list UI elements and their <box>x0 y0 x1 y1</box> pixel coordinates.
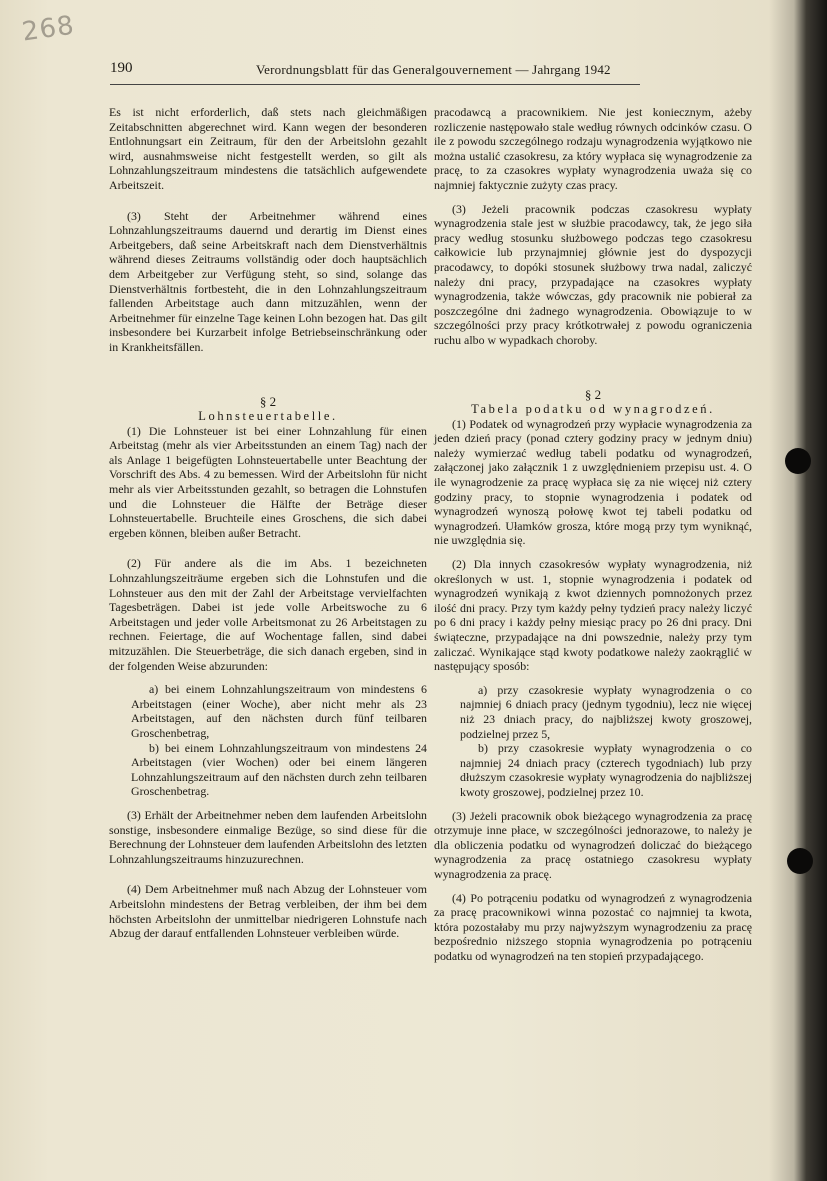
list-item-b <box>109 741 427 799</box>
page-number: 190 <box>110 60 133 76</box>
list-text-b: przy czasokresie wypłaty wynagrodzenia o co najmniej 24 dniach pracy (czterech tygodniach) lub przy dłuższym czasokresie wypłaty wynagrodzenia do najbliższej kwoty groszowej, podzielnej przez 10. <box>460 741 752 799</box>
list-label-a: a) <box>149 682 159 697</box>
section2-paragraph-3: (3) Jeżeli pracownik obok bieżącego wynagrodzenia za pracę otrzymuje inne płace, w szczególności jednorazowe, to należy je dla obliczenia podatku od wynagrodzeń doliczać do bieżącego wynagrodzenia za pracę ostatniego czasokresu wypłaty wynagrodzenia za pracę. <box>434 808 752 881</box>
section2-paragraph-1: (1) Podatek od wynagrodzeń przy wypłacie wynagrodzenia za jeden dzień pracy (ponad cztery godziny pracy w jednym dniu) należy wymierzać według tabeli podatku od wynagrodzeń, załączonej jako załącznik 1 z uwzględnieniem przepisu ust. 4. O ile wynagrodzenie za pracę wypłaca się za nie więcej niż cztery godziny pracy, to stopnie wynagrodzenia i podatek od wynagrodzeń wynoszą połowę kwot tej tabeli podatku od wynagrodzeń. Ułamków grosza, które mogą przy tym wyniknąć, nie uwzględnia się. <box>434 416 752 548</box>
section-mark: § 2 <box>259 393 277 409</box>
german-column <box>109 105 427 941</box>
section2-paragraph-2: (2) Für andere als die im Abs. 1 bezeichneten Lohnzahlungszeiträume ergeben sich die Lohnstufen und die Lohnsteuer aus den mit der Zahl der Arbeitstage vervielfachten Tagesbeträgen. Dabei ist jede volle Arbeitswoche zu 6 Arbeitstagen und jeder volle Arbeitsmonat zu 26 Arbeitstagen zu rechnen. Feiertage, die auf Wochentage fallen, sind dabei mitzuzählen. Die Steuerbeträge, die sich danach ergeben, sind in der folgenden Weise abzurunden: <box>109 556 427 673</box>
list-label-b: b) <box>149 740 159 755</box>
section2-paragraph-3: (3) Erhält der Arbeitnehmer neben dem laufenden Arbeitslohn sonstige, insbesondere einmalige Bezüge, so sind diese für die Berechnung der Lohnsteuer dem laufenden Arbeitslohn des letzten Lohnzahlungszeitraums hinzuzurechnen. <box>109 807 427 866</box>
list-item-a <box>109 682 427 740</box>
section-title: Tabela podatku od wynagrodzeń. <box>471 402 715 417</box>
running-title: Verordnungsblatt für das Generalgouvernement — Jahrgang 1942 <box>256 62 611 77</box>
punch-hole-upper <box>785 448 811 474</box>
pencil-archive-number: 268 <box>20 10 77 48</box>
paragraph-3: (3) Steht der Arbeitnehmer während eines Lohnzahlungszeitraums dauernd und derartig im Dienst eines Arbeitgebers, daß seine Arbeitskraft nach dem Dienstverhältnis während dieses Zeitraums vollständig oder doch hauptsächlich dem Arbeitgeber zur Verfügung steht, so sind, solange das Dienstverhältnis fortbesteht, die in den Lohnzahlungszeitraum fallenden Arbeitstage auch dann mitzuzählen, wenn der Arbeitnehmer für einzelne Tage keinen Lohn bezogen hat. Das gilt insbesondere bei Kurzarbeit infolge Betriebseinschränkung oder in Krankheitsfällen. <box>109 208 427 354</box>
list-label-b: b) <box>478 741 488 756</box>
paragraph-continuation: Es ist nicht erforderlich, daß stets nach gleichmäßigen Zeitabschnitten abgerechnet wird. Kann wegen der besonderen Entlohnungsart ein Zeitraum, für den der Arbeitslohn gezahlt wird, ausnahmsweise nicht festgestellt werden, so gilt als Lohnzahlungszeitraum mindestens die tatsächlich aufgewendete Arbeitszeit. <box>109 105 427 192</box>
paragraph-continuation: pracodawcą a pracownikiem. Nie jest koniecznym, ażeby rozliczenie następowało stale według równych odcinków czasu. O ile z powodu szczególnego rodzaju wynagrodzenia wyjątkowo nie można ustalić czasokresu, za który wypłaca się wynagrodzenie za pracę, to za czasokres wypłaty wynagrodzenia uważa się co najmniej faktycznie zużyty czas pracy. <box>434 105 752 192</box>
list-text-b: bei einem Lohnzahlungszeitraum von mindestens 24 Arbeitstagen (vier Wochen) oder bei einem längeren Lohnzahlungszeitraum auf den nächsten durch zehn teilbaren Groschenbetrag. <box>131 740 427 799</box>
section-mark: § 2 <box>584 386 602 402</box>
section2-paragraph-4: (4) Po potrąceniu podatku od wynagrodzeń z wynagrodzenia za pracę pracownikowi winna pozostać co najmniej ta kwota, która pozostałaby mu przy najwyższym wynagrodzeniu za pracę bezpośrednio niższego stopnia wynagrodzenia po potrąceniu podatku od wynagrodzeń na ten stopień przypadającego. <box>434 890 752 963</box>
header-rule <box>110 84 640 85</box>
list-text-a: bei einem Lohnzahlungszeitraum von mindestens 6 Arbeitstagen (einer Woche), aber nicht mehr als 23 Arbeitstagen, auf den nächsten durch fünf teilbaren Groschenbetrag, <box>131 682 427 740</box>
section-title: Lohnsteuertabelle. <box>198 409 338 424</box>
section2-paragraph-2: (2) Dla innych czasokresów wypłaty wynagrodzenia, niż określonych w ust. 1, stopnie wynagrodzenia i podatek od wynagrodzeń wynikają z kwot dziennych pomnożonych przez ilość dni pracy. Przy tym każdy pełny tydzień pracy należy liczyć po 6 dni pracy i każdy pełny miesiąc pracy po 26 dni pracy. Dni świąteczne, przypadające na dni powszednie, należy przy tym zaliczać. Wynikające stąd kwoty podatkowe należy zaokrąglić w następujący sposób: <box>434 557 752 674</box>
polish-column <box>434 105 752 963</box>
list-label-a: a) <box>478 682 488 697</box>
paragraph-3: (3) Jeżeli pracownik podczas czasokresu wypłaty wynagrodzenia stale jest w służbie pracodawcy, tak, że jego siła pracy według stosunku służbowego podczas tego czasokresu całkowicie lub przynajmniej głównie jest do dyspozycji pracodawcy, to dopóki stosunek służbowy trwa nadal, zaliczyć należy dni pracy, przypadające na czasokres wypłaty wynagrodzenia, także wówczas, gdy pracownik nie pobierał za poszczególne dni żadnego wynagrodzenia. Obowiązuje to w szczególności przy pracy krótkotrwałej z powodu ograniczenia ruchu albo w wypadkach choroby. <box>434 201 752 347</box>
list-text-a: przy czasokresie wypłaty wynagrodzenia o co najmniej 6 dniach pracy (jednym tygodniu), lecz nie więcej niż 23 dniach pracy, do najbliższej kwoty groszowej, podzielnej przez 5, <box>460 682 752 741</box>
list-item-a <box>434 683 752 741</box>
page-header <box>110 60 640 84</box>
punch-hole-lower <box>787 848 813 874</box>
section2-paragraph-4: (4) Dem Arbeitnehmer muß nach Abzug der Lohnsteuer vom Arbeitslohn mindestens der Betrag verbleiben, der ihm bei dem höchsten Arbeitslohn der unmittelbar niedrigeren Lohnstufe nach Abzug der darauf entfallenden Lohnsteuer verbleiben würde. <box>109 882 427 941</box>
section2-paragraph-1: (1) Die Lohnsteuer ist bei einer Lohnzahlung für einen Arbeitstag (mehr als vier Arbeitsstunden an einem Tag) nach der als Anlage 1 beigefügten Lohnsteuertabelle unter Beachtung der Vorschrift des Abs. 4 zu bemessen. Wird der Arbeitslohn für nicht mehr als vier Arbeitsstunden gezahlt, so betragen die Lohnstufen und die Lohnsteuer die Hälfte der Beträge dieser Lohnsteuertabelle. Bruchteile eines Groschens, die sich dabei ergeben können, bleiben außer Betracht. <box>109 423 427 540</box>
list-item-b <box>434 741 752 799</box>
